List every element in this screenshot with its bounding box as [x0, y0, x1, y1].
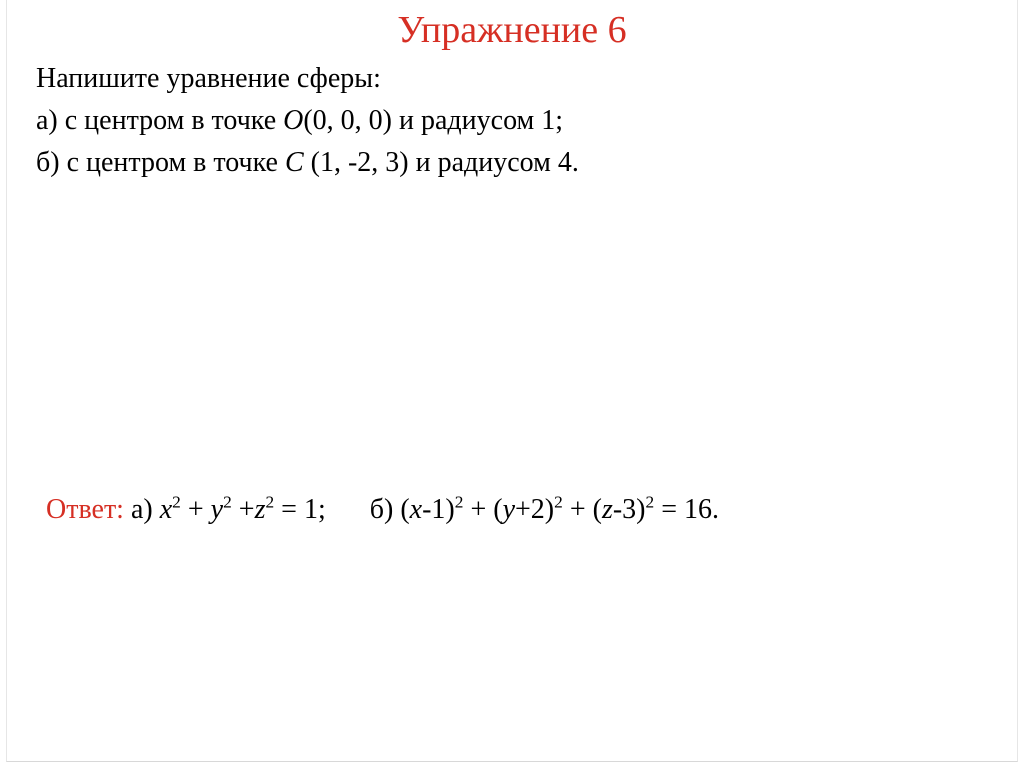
answer-a-end: = 1; [274, 494, 326, 525]
answer-b-close3: -3) [612, 494, 646, 525]
answer-a-z: z [254, 494, 266, 525]
task-b-point: C [284, 147, 304, 178]
answer-b-open1: ( [400, 494, 410, 525]
answer-a-plus1: + [180, 494, 211, 525]
answer-a-label: а) [123, 494, 160, 525]
slide-title: Упражнение 6 [397, 9, 627, 51]
answer-b-label: б) [369, 494, 401, 525]
task-a-point: O [283, 105, 304, 136]
answer-a-plus2: + [231, 494, 255, 525]
task-text [36, 58, 579, 184]
task-item-b [36, 142, 579, 184]
answer-b-plus2: + ( [562, 494, 602, 525]
answer-b-end: = 16. [654, 494, 719, 525]
task-item-a [36, 100, 579, 142]
answer-a-x-exp: 2 [172, 492, 181, 512]
answer-b-exp2: 2 [554, 492, 563, 512]
answer-b-x: x [409, 494, 423, 525]
answer-b-plus1: + ( [463, 494, 503, 525]
answer-b-exp1: 2 [454, 492, 464, 512]
answer-label: Ответ: [46, 494, 124, 525]
task-intro: Напишите уравнение сферы: [36, 63, 381, 94]
task-b-coords: (1, -2, 3) [303, 147, 409, 178]
task-a-prefix: а) с центром в точке [36, 105, 284, 136]
answer-line [46, 490, 719, 530]
answer-b-exp3: 2 [645, 492, 655, 512]
answer-a-x: x [159, 494, 173, 525]
task-b-prefix: б) с центром в точке [36, 147, 285, 178]
answer-a-z-exp: 2 [265, 492, 275, 512]
answer-b-y: y [502, 494, 515, 525]
answer-b-close2: +2) [515, 494, 555, 525]
task-a-coords: (0, 0, 0) [303, 105, 393, 136]
task-a-suffix: и радиусом 1; [392, 105, 564, 136]
answer-a-y-exp: 2 [223, 492, 232, 512]
answer-b-z: z [601, 494, 613, 525]
answer-b-close1: -1) [422, 494, 455, 525]
task-b-suffix: и радиусом 4. [408, 147, 579, 178]
answer-a-y: y [210, 494, 224, 525]
